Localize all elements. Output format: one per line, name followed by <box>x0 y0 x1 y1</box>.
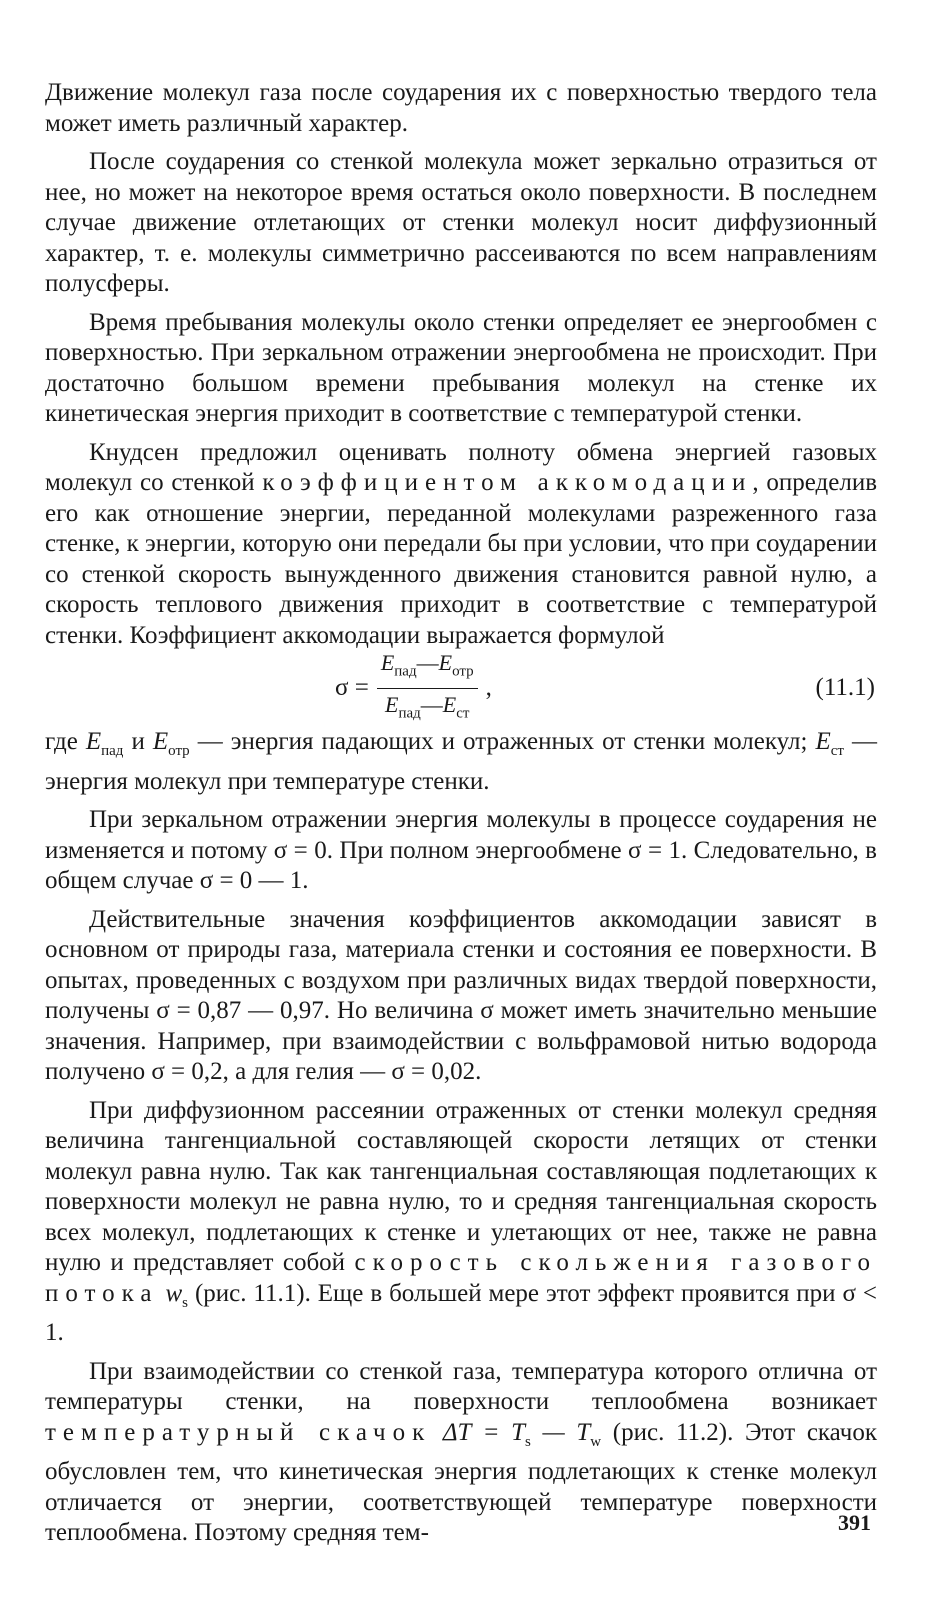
p5-e-otr: E <box>152 728 169 755</box>
p9-start: При взаимодействии со стенкой газа, температура которого отлична от температуры стенки, на поверхности теплообмена возникает <box>45 1357 877 1415</box>
paragraph-3: Время пребывания молекулы около стенки определяет ее энергообмен с поверхностью. При зеркальном отражении энергообмена не происходит. При достаточно большом времени пребывания молекул на стенке их кинетическая энергия приходит в соответствие с температурой стенки. <box>45 308 877 427</box>
p5-and: и <box>123 728 153 755</box>
p5-e-pad-sub: пад <box>101 743 124 759</box>
p8-start: При диффузионном рассеянии отраженных от стенки молекул средняя величина тангенциальной составляющей скорости летящих от стенки молекул равна нулю. Так как тангенциальная составляющая подлетающих к поверхности молекул не равна нулю, то и средняя тангенциальная скорость всех молекул, подлетающих к стенке и улетающих от нее, также не равна нулю и представляет собой <box>45 1096 877 1276</box>
formula-num-e2: E <box>438 650 453 676</box>
p5-e-st: E <box>815 728 831 755</box>
formula-numerator <box>377 649 478 688</box>
term-temperature-jump: температурный скачок <box>45 1418 432 1446</box>
formula-comma: , <box>485 673 492 701</box>
paragraph-2: После соударения со стенкой молекула может зеркально отразиться от нее, но может на некоторое время остаться около поверхности. В последнем случае движение отлетающих от стенки молекул носит диффузионный характер, т. е. молекулы симметрично рассеиваются по всем направлениям полусферы. <box>45 148 877 297</box>
paragraph-4 <box>45 438 877 652</box>
formula-den-e2-sub: ст <box>456 704 470 721</box>
p5-end: — энергия молекул при температуре стенки. <box>45 728 877 795</box>
formula-num-minus: — <box>416 650 439 676</box>
formula-expression <box>335 650 492 723</box>
p8-end: (рис. 11.1). Еще в большей мере этот эффект проявится при σ < 1. <box>45 1279 878 1346</box>
equation-number: (11.1) <box>815 674 875 701</box>
formula-den-e1: E <box>384 691 399 717</box>
formula-num-e1: E <box>380 650 395 676</box>
p8-ws-sub: s <box>182 1294 188 1311</box>
paragraph-1: Движение молекул газа после соударения их с поверхностью твердого тела может иметь различный характер. <box>45 79 877 137</box>
formula-fraction <box>377 649 478 727</box>
paragraph-5 <box>45 727 877 797</box>
p5-e-otr-sub: отр <box>168 743 190 759</box>
p5-mid: — энергия падающих и отраженных от стенки молекул; <box>189 728 816 755</box>
formula-num-e2-sub: отр <box>452 663 474 680</box>
page-body <box>45 78 877 1557</box>
formula-den-minus: — <box>420 691 443 717</box>
paragraph-4-start: Кнудсен предложил оценивать полноту обмена энергией газовых молекул со стенкой <box>45 438 877 496</box>
formula-den-e1-sub: пад <box>398 704 421 721</box>
formula-11-1 <box>45 650 877 723</box>
page-number: 391 <box>838 1510 871 1535</box>
p9-minus: — T <box>530 1418 591 1446</box>
p5-where: где <box>45 728 86 755</box>
formula-den-e2: E <box>442 691 457 717</box>
paragraph-6: При зеркальном отражении энергия молекулы в процессе соударения не изменяется и потому σ = 0. При полном энергообмене σ = 1. Следовательно, в общем случае σ = 0 — 1. <box>45 806 877 894</box>
p5-e-st-sub: ст <box>830 743 844 759</box>
p8-ws: w <box>165 1279 183 1307</box>
paragraph-9 <box>45 1357 877 1549</box>
paragraph-4-end: , определив его как отношение энергии, переданной молекулами разреженного газа стенке, к энергии, которую они передали бы при условии, что при соударении со стенкой скорость вынужденного движения становится равной нулю, а скорость теплового движения приходит в соответствие с температурой стенки. Коэффициент аккомодации выражается формулой <box>45 469 877 649</box>
term-accommodation-coefficient: коэффициентом аккомодации <box>262 469 753 496</box>
p9-ts-sub: s <box>525 1433 531 1450</box>
term-slip-velocity: скорость скольжения газового потока <box>45 1249 877 1307</box>
p9-end: (рис. 11.2). Этот скачок обусловлен тем, что кинетическая энергия подлетающих к стенке молекул отличается от энергии, соответствующей температуре поверхности теплообмена. Поэтому средняя тем- <box>45 1418 877 1546</box>
formula-lhs: σ = <box>335 673 369 701</box>
p5-e-pad: E <box>85 728 102 755</box>
paragraph-7: Действительные значения коэффициентов аккомодации зависят в основном от природы газа, материала стенки и состояния ее поверхности. В опытах, проведенных с воздухом при различных видах твердой поверхности, получены σ = 0,87 — 0,97. Но величина σ может иметь значительно меньшие значения. Например, при взаимодействии с вольфрамовой нитью водорода получено σ = 0,2, а для гелия — σ = 0,02. <box>45 905 877 1085</box>
formula-denominator <box>381 689 473 727</box>
formula-num-e1-sub: пад <box>394 663 417 680</box>
p9-formula: ΔT = T <box>442 1418 526 1446</box>
paragraph-8 <box>45 1096 877 1349</box>
p9-tw-sub: w <box>590 1433 602 1450</box>
